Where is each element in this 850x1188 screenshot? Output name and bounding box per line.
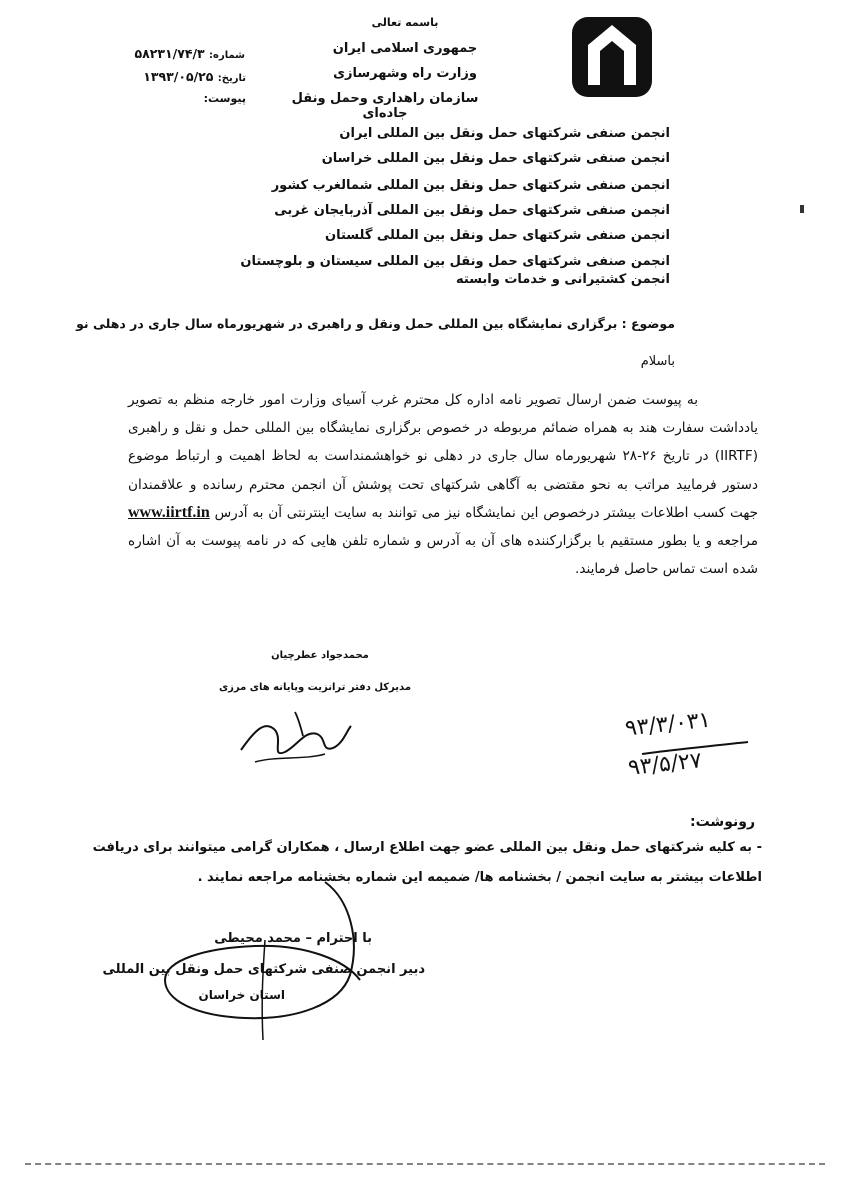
cc-heading: رونوشت: — [690, 814, 755, 830]
sender-signature-oval — [145, 880, 375, 1060]
closing-line: با احترام – محمد محیطی — [214, 931, 372, 946]
organization-name: سازمان راهداری وحمل ونقل جاده‌ای — [291, 91, 479, 121]
letter-date-value: ۱۳۹۳/۰۵/۲۵ — [143, 69, 214, 84]
recipient-1: انجمن صنفی شرکتهای حمل ونقل بین المللی ایران — [339, 126, 670, 141]
country-name: جمهوری اسلامی ایران — [332, 41, 478, 56]
website-link[interactable]: www.iirtf.in — [128, 503, 210, 521]
scan-edge-dashes — [25, 1163, 825, 1165]
signature-mark — [235, 700, 355, 770]
bismillah: باسمه تعالی — [371, 16, 439, 29]
cc-line-2: اطلاعات بیشتر به سایت انجمن / بخشنامه ها/ ضمیمه این شماره بخشنامه مراجعه نمایند . — [197, 870, 762, 885]
recipient-6: انجمن صنفی شرکتهای حمل ونقل بین المللی سیستان و بلوچستان — [240, 254, 670, 269]
sender-title: دبیر انجمن صنفی شرکتهای حمل ونقل بین المللی — [102, 962, 425, 977]
letter-number-label: شماره: — [209, 50, 245, 61]
body-paragraph — [128, 386, 758, 583]
recipient-4: انجمن صنفی شرکتهای حمل ونقل بین المللی آذربایجان غربی — [274, 203, 670, 218]
sender-province: استان خراسان — [198, 988, 285, 1002]
handwritten-date: ۹۳/۵/۲۷ — [626, 748, 704, 781]
letter-attachment: پیوست: — [203, 92, 246, 105]
recipient-5: انجمن صنفی شرکتهای حمل ونقل بین المللی گلستان — [325, 228, 670, 243]
letter-number — [95, 46, 245, 61]
ministry-name: وزارت راه وشهرسازی — [333, 66, 477, 81]
salutation: باسلام — [640, 354, 675, 369]
letter-date — [108, 69, 246, 84]
body-text-after-url: مراجعه و یا بطور مستقیم با برگزارکننده های آن به آدرس و شماره تلفن هایی که در نامه پیوست به آن اشاره شده است تماس حاصل فرمایند. — [128, 533, 758, 578]
signatory-name: محمدجواد عطرچیان — [271, 650, 369, 661]
signatory-title: مدیرکل دفتر ترانزیت وپایانه های مرزی — [218, 682, 412, 693]
recipient-7: انجمن کشتیرانی و خدمات وابسته — [456, 272, 670, 287]
organization-logo — [570, 15, 654, 99]
scan-edge-mark — [800, 205, 804, 213]
recipient-2: انجمن صنفی شرکتهای حمل ونقل بین المللی خراسان — [321, 151, 670, 166]
handwritten-number: ۹۳/۳/۰۳۱ — [623, 707, 712, 742]
recipient-3: انجمن صنفی شرکتهای حمل ونقل بین المللی شمالغرب کشور — [271, 178, 670, 193]
letter-number-value: ۵۸۲۳۱/۷۴/۳ — [134, 46, 205, 61]
body-text-before-url: به پیوست ضمن ارسال تصویر نامه اداره کل محترم غرب آسیای وزارت امور خارجه منظم به تصویر یادداشت سفارت هند به همراه ضمائم مربوطه در خصوص برگزاری نمایشگاه بین المللی حمل و نقل و راهبری (IIRTF) در تاریخ ۲۶-۲۸ شهریورماه سال جاری در دهلی نو خواهشمنداست به لحاظ اهمیت و ارتباط موضوع دستور فرمایید مراتب به نحو مقتضی به آگاهی شرکتهای تحت پوشش آن انجمن محترم رسانده و علاقمندان جهت کسب اطلاعات بیشتر درخصوص این نمایشگاه نیز می توانند به سایت اینترنتی آن به آدرس — [128, 392, 758, 521]
cc-line-1: - به کلیه شرکتهای حمل ونقل بین المللی عضو جهت اطلاع ارسال ، همکاران گرامی میتوانند برای دریافت — [92, 840, 762, 855]
subject-line: موضوع : برگزاری نمایشگاه بین المللی حمل ونقل و راهبری در شهریورماه سال جاری در دهلی نو — [76, 316, 675, 331]
letter-date-label: تاریخ: — [217, 73, 246, 84]
